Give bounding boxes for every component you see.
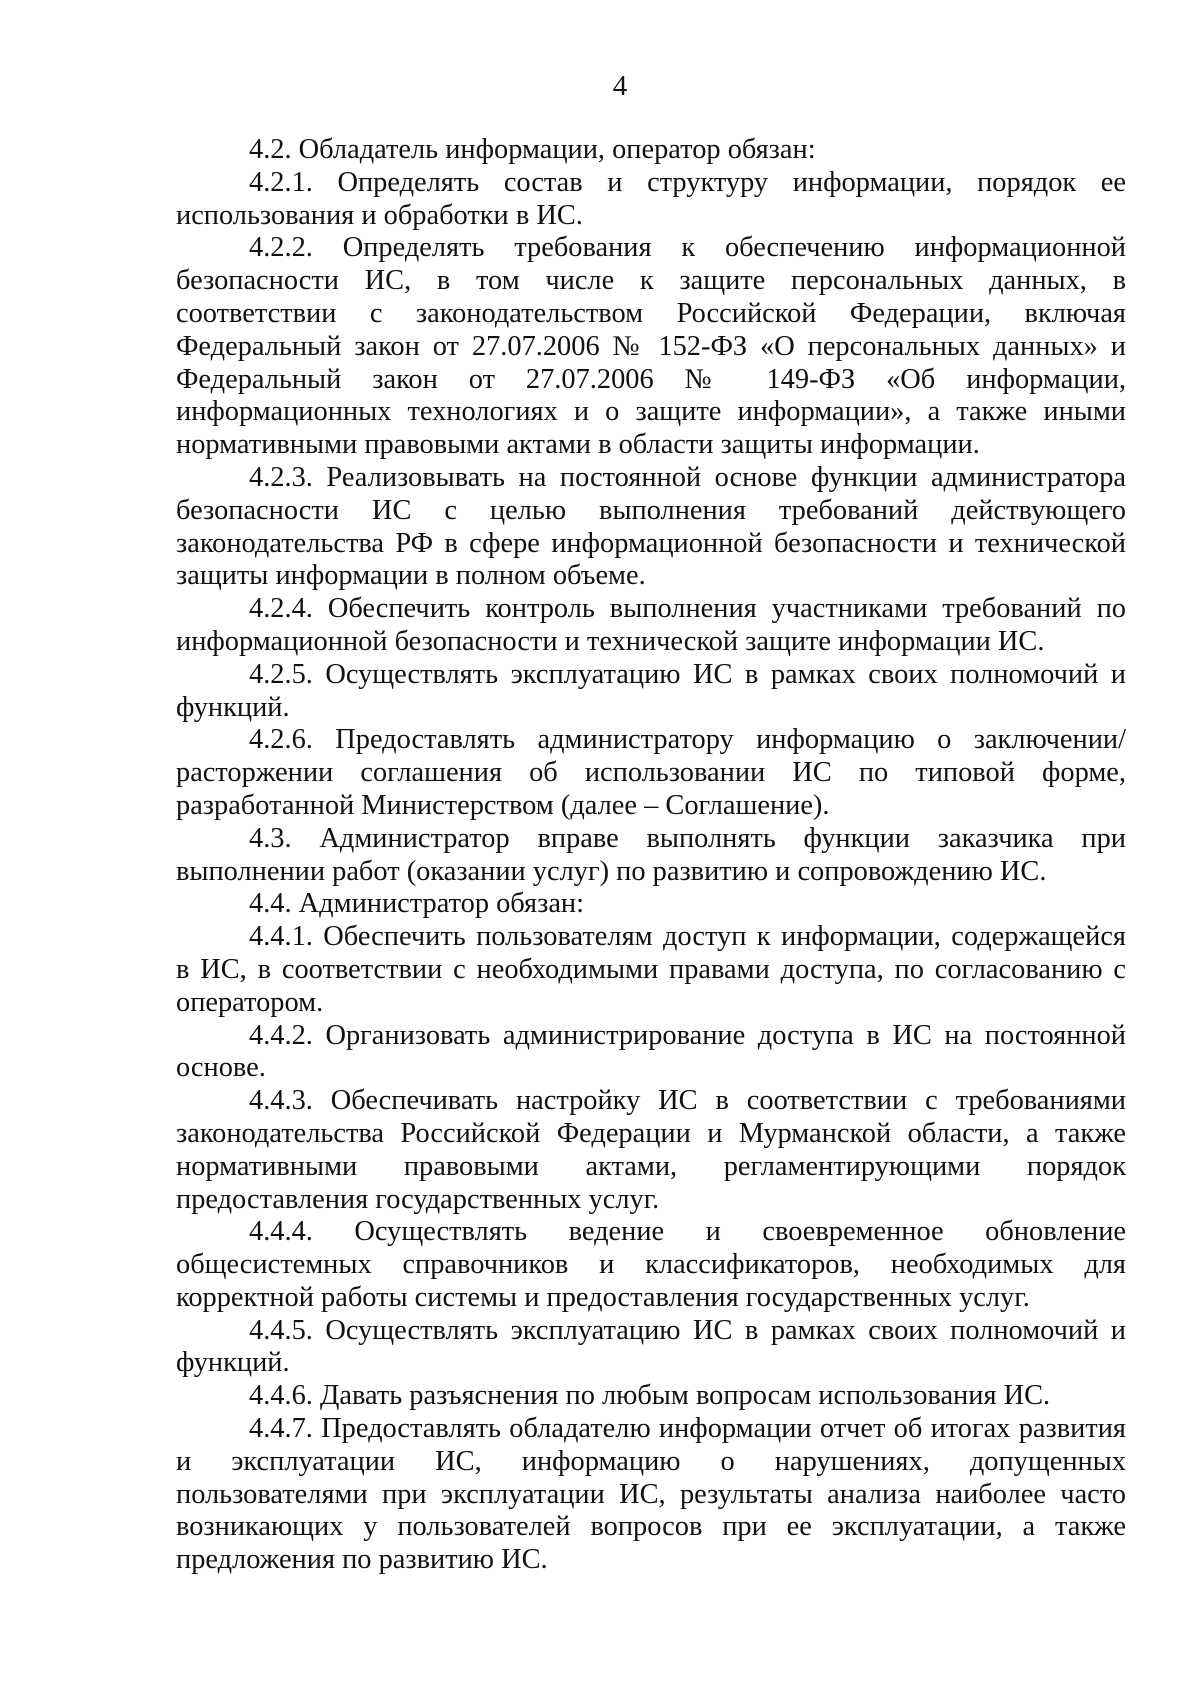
paragraph-4-4: 4.4. Администратор обязан: [249,888,585,920]
page-number: 4 [612,70,628,102]
paragraph-4-4-4: 4.4.4. Осуществлять ведение и своевременное обновление общесистемных справочников и классификаторов, необходимых для корректной работы системы и предоставления государственных услуг. [176,1216,1126,1313]
paragraph-4-3: 4.3. Администратор вправе выполнять функции заказчика при выполнении работ (оказании услуг) по развитию и сопровождению ИС. [176,822,1126,887]
paragraph-4-2: 4.2. Обладатель информации, оператор обязан: [249,134,816,165]
paragraph-4-4-5: 4.4.5. Осуществлять эксплуатацию ИС в рамках своих полномочий и функций. [176,1314,1126,1379]
paragraph-4-2-4: 4.2.4. Обеспечить контроль выполнения участниками требований по информационной безопасности и технической защите информации ИС. [176,593,1126,657]
paragraph-4-4-2: 4.4.2. Организовать администрирование доступа в ИС на постоянной основе. [176,1019,1126,1084]
paragraph-4-2-6: 4.2.6. Предоставлять администратору информацию о заключении/расторжении соглашения об использовании ИС по типовой форме, разработанной Министерством (далее – Соглашение). [176,724,1126,821]
paragraph-4-2-3: 4.2.3. Реализовывать на постоянной основе функции администратора безопасности ИС с целью выполнения требований действующего законодательства РФ в сфере информационной безопасности и технической защиты информации в полном объеме. [176,461,1126,592]
paragraph-4-2-2: 4.2.2. Определять требования к обеспечению информационной безопасности ИС, в том числе к защите персональных данных, в соответствии с законодательством Российской Федерации, включая Федеральный закон от 27.07.2006 № 152-ФЗ «О персональных данных» и Федеральный закон от 27.07.2006 № 149-ФЗ «Об информации, информационных технологиях и о защите информации», а также иными нормативными правовыми актами в области защиты информации. [176,232,1126,461]
paragraph-4-2-1: 4.2.1. Определять состав и структуру информации, порядок ее использования и обработки в ИС. [176,166,1126,231]
paragraph-4-4-3: 4.4.3. Обеспечивать настройку ИС в соответствии с требованиями законодательства Российской Федерации и Мурманской области, а также нормативными правовыми актами, регламентирующими порядок предоставления государственных услуг. [176,1085,1126,1215]
document-body [176,134,1126,1577]
paragraph-4-4-1: 4.4.1. Обеспечить пользователям доступ к информации, содержащейся в ИС, в соответствии с необходимыми правами доступа, по согласованию с оператором. [176,921,1126,1018]
paragraph-4-2-5: 4.2.5. Осуществлять эксплуатацию ИС в рамках своих полномочий и функций. [176,658,1126,723]
paragraph-4-4-6: 4.4.6. Давать разъяснения по любым вопросам использования ИС. [249,1380,1051,1412]
paragraph-4-4-7: 4.4.7. Предоставлять обладателю информации отчет об итогах развития и эксплуатации ИС, информацию о нарушениях, допущенных пользователями при эксплуатации ИС, результаты анализа наиболее часто возникающих у пользователей вопросов при ее эксплуатации, а также предложения по развитию ИС. [176,1413,1126,1576]
